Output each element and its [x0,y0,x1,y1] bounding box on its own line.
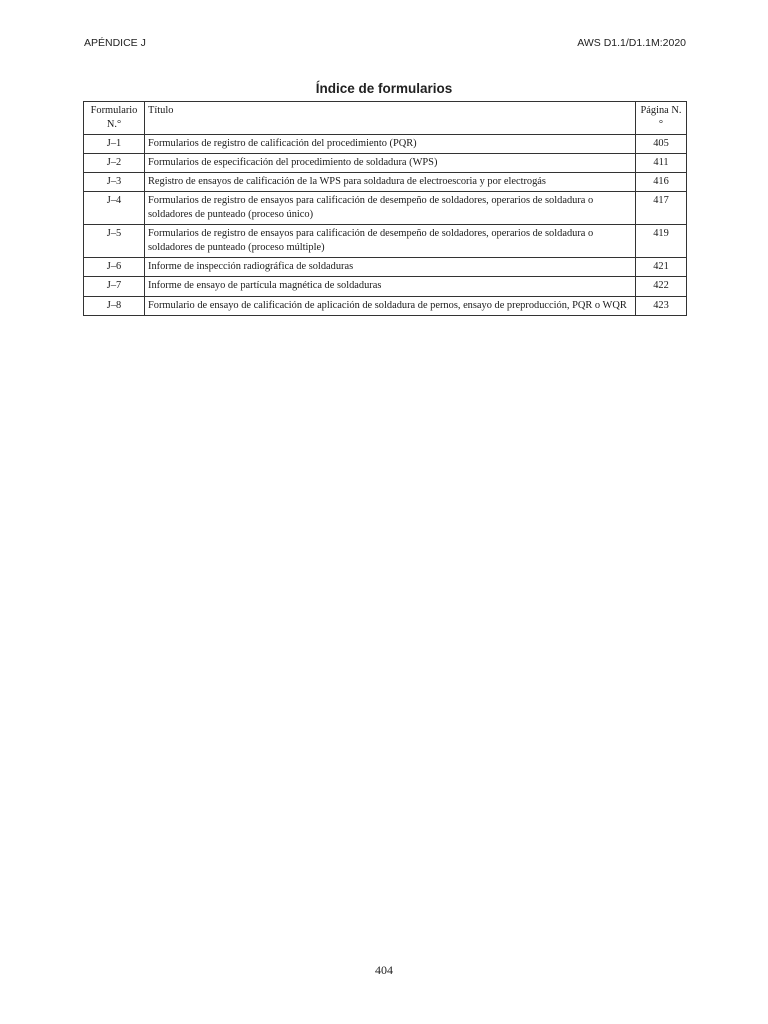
form-page-cell: 417 [636,192,687,225]
form-title-cell: Informe de ensayo de partícula magnética de soldaduras [145,277,636,296]
table-row [84,296,687,315]
form-number-cell: J–8 [84,296,145,315]
table-row [84,192,687,225]
form-number-cell: J–1 [84,135,145,154]
table-header-row [84,102,687,135]
header-section-label: APÉNDICE J [84,37,146,49]
page-title: Índice de formularios [315,81,453,96]
form-page-cell: 411 [636,154,687,173]
form-page-cell: 419 [636,225,687,258]
table-row [84,154,687,173]
form-title-cell: Formularios de registro de ensayos para calificación de desempeño de soldadores, operarios de soldadura o soldadores de punteado (proceso único) [145,192,636,225]
table-row [84,225,687,258]
column-header-title: Título [145,102,636,135]
table-row [84,258,687,277]
form-page-cell: 422 [636,277,687,296]
form-title-cell: Formularios de registro de calificación del procedimiento (PQR) [145,135,636,154]
form-number-cell: J–5 [84,225,145,258]
form-number-cell: J–6 [84,258,145,277]
column-header-number: Formulario N.° [84,102,145,135]
form-number-cell: J–4 [84,192,145,225]
column-header-page: Página N.° [636,102,687,135]
form-page-cell: 416 [636,173,687,192]
form-title-cell: Formularios de registro de ensayos para calificación de desempeño de soldadores, operarios de soldadura o soldadores de punteado (proceso múltiple) [145,225,636,258]
table-row [84,277,687,296]
forms-index-table [83,101,687,316]
form-page-cell: 423 [636,296,687,315]
table-row [84,173,687,192]
form-title-cell: Formulario de ensayo de calificación de aplicación de soldadura de pernos, ensayo de preproducción, PQR o WQR [145,296,636,315]
form-title-cell: Registro de ensayos de calificación de la WPS para soldadura de electroescoria y por electrogás [145,173,636,192]
form-title-cell: Formularios de especificación del procedimiento de soldadura (WPS) [145,154,636,173]
table-row [84,135,687,154]
form-number-cell: J–3 [84,173,145,192]
form-number-cell: J–2 [84,154,145,173]
form-title-cell: Informe de inspección radiográfica de soldaduras [145,258,636,277]
page-header [84,37,686,51]
form-number-cell: J–7 [84,277,145,296]
form-page-cell: 421 [636,258,687,277]
form-page-cell: 405 [636,135,687,154]
header-standard-label: AWS D1.1/D1.1M:2020 [577,37,686,49]
page-number: 404 [375,963,393,977]
